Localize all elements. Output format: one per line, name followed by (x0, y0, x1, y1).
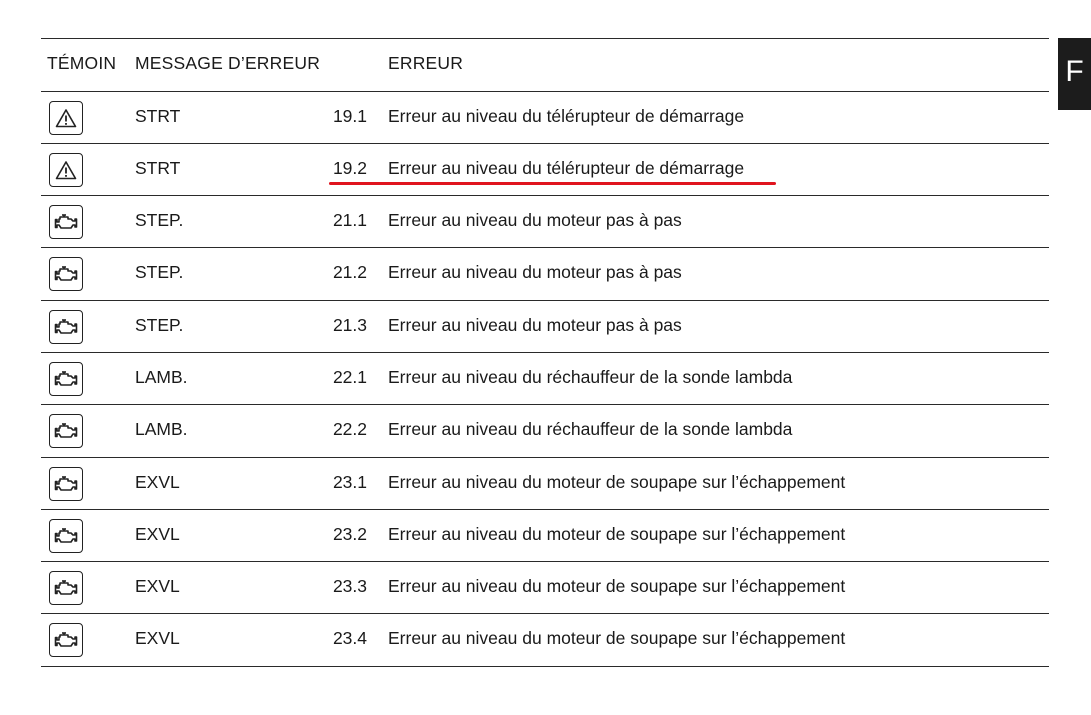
engine-icon (49, 205, 83, 239)
error-number: 23.2 (332, 523, 367, 544)
message-code: EXVL (135, 628, 180, 649)
table-row (41, 510, 1049, 562)
error-description: Erreur au niveau du moteur pas à pas (388, 314, 682, 335)
header-temoin: TÉMOIN (47, 53, 117, 73)
engine-icon (49, 414, 83, 448)
engine-icon (49, 362, 83, 396)
engine-icon (49, 467, 83, 501)
message-code: LAMB. (135, 419, 188, 440)
table-row (41, 614, 1049, 666)
message-code: STEP. (135, 314, 184, 335)
error-description: Erreur au niveau du réchauffeur de la sonde lambda (388, 366, 793, 387)
error-number: 21.2 (332, 262, 367, 283)
error-description: Erreur au niveau du moteur de soupape sur l’échappement (388, 628, 846, 649)
error-description: Erreur au niveau du moteur pas à pas (388, 262, 682, 283)
message-code: EXVL (135, 523, 180, 544)
message-code: STRT (135, 105, 181, 126)
section-tab-f: F (1058, 38, 1091, 110)
table-row (41, 405, 1049, 457)
error-description: Erreur au niveau du moteur pas à pas (388, 210, 682, 231)
table-row (41, 353, 1049, 405)
header-message: MESSAGE D’ERREUR (135, 53, 321, 73)
message-code: EXVL (135, 576, 180, 597)
error-number: 23.1 (332, 471, 367, 492)
error-description: Erreur au niveau du réchauffeur de la sonde lambda (388, 419, 793, 440)
table-row (41, 562, 1049, 614)
warning-triangle-icon (49, 153, 83, 187)
error-number: 19.2 (332, 157, 367, 178)
engine-icon (49, 571, 83, 605)
table-row (41, 301, 1049, 353)
message-code: EXVL (135, 471, 180, 492)
table-row (41, 458, 1049, 510)
message-code: STEP. (135, 210, 184, 231)
error-number: 19.1 (332, 105, 367, 126)
header-erreur: ERREUR (388, 53, 464, 73)
table-row (41, 248, 1049, 300)
engine-icon (49, 310, 83, 344)
error-description: Erreur au niveau du moteur de soupape sur l’échappement (388, 523, 846, 544)
error-description: Erreur au niveau du moteur de soupape sur l’échappement (388, 576, 846, 597)
table-header (41, 39, 1049, 92)
warning-triangle-icon (49, 101, 83, 135)
error-number: 23.3 (332, 576, 367, 597)
error-number: 23.4 (332, 628, 367, 649)
error-table (41, 38, 1049, 667)
error-description: Erreur au niveau du télérupteur de démarrage (388, 157, 745, 178)
message-code: STRT (135, 157, 181, 178)
message-code: LAMB. (135, 366, 188, 387)
highlight-underline (329, 182, 776, 185)
table-row (41, 92, 1049, 144)
error-number: 22.1 (332, 366, 367, 387)
message-code: STEP. (135, 262, 184, 283)
engine-icon (49, 257, 83, 291)
table-row (41, 144, 1049, 196)
error-number: 22.2 (332, 419, 367, 440)
error-number: 21.1 (332, 210, 367, 231)
engine-icon (49, 623, 83, 657)
error-description: Erreur au niveau du télérupteur de démarrage (388, 105, 745, 126)
error-description: Erreur au niveau du moteur de soupape sur l’échappement (388, 471, 846, 492)
error-number: 21.3 (332, 314, 367, 335)
table-row (41, 196, 1049, 248)
engine-icon (49, 519, 83, 553)
